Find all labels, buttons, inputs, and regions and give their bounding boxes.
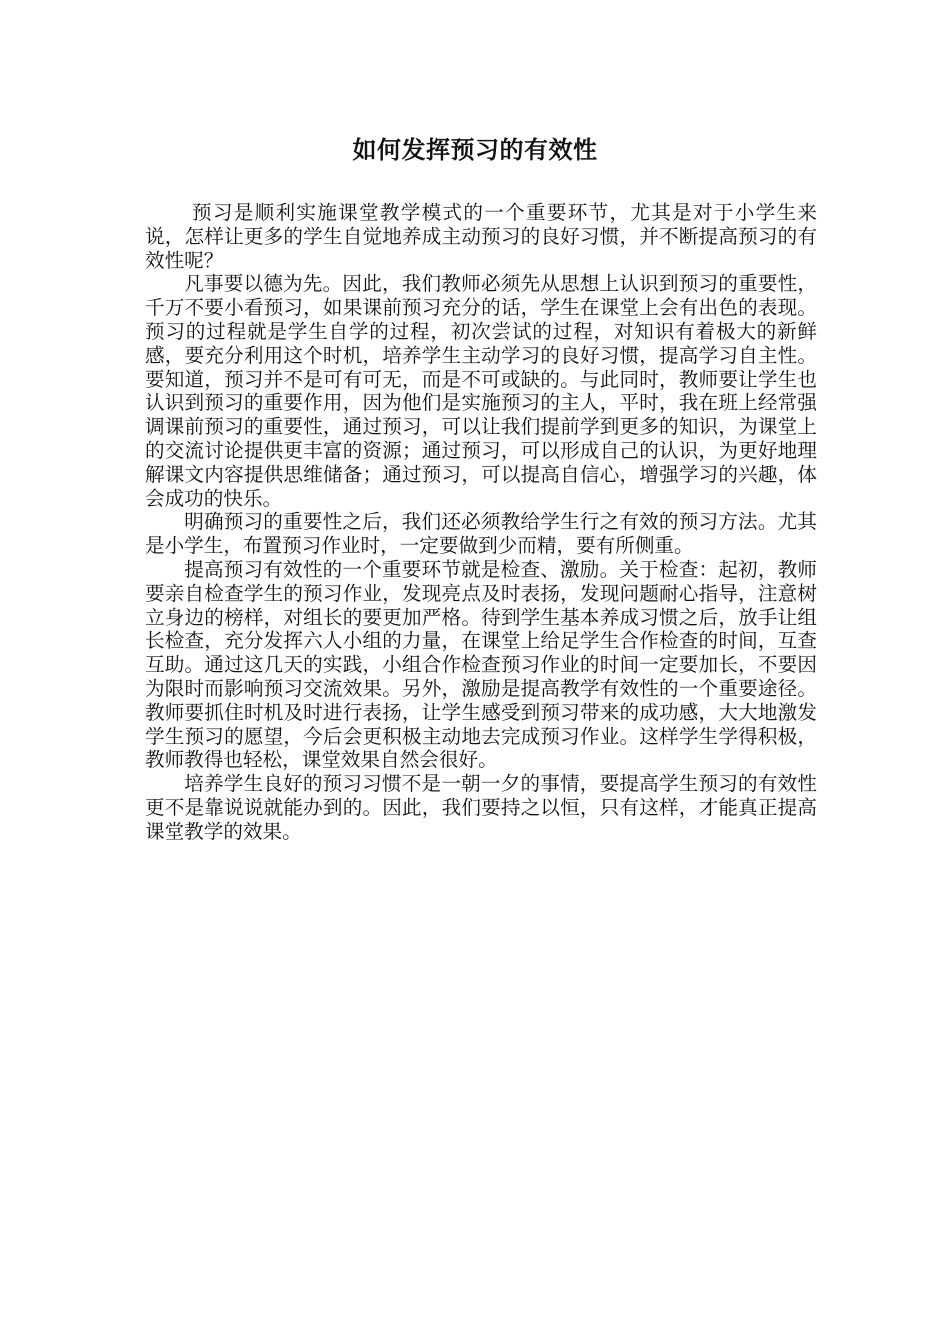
paragraph-check-incentive: 提高预习有效性的一个重要环节就是检查、激励。关于检查：起初，教师要亲自检查学生的预习作业，发现亮点及时表扬，发现问题耐心指导，注意树立身边的榜样，对组长的要更加严格。待到学生基本养成习惯之后，放手让组长检查，充分发挥六人小组的力量，在课堂上给足学生合作检查的时间，互查互助。通过这几天的实践，小组合作检查预习作业的时间一定要加长，不要因为限时而影响预习交流效果。另外，激励是提高教学有效性的一个重要途径。教师要抓住时机及时进行表扬，让学生感受到预习带来的成功感，大大地激发学生预习的愿望，今后会更积极主动地去完成预习作业。这样学生学得积极，教师教得也轻松，课堂效果自然会很好。 xyxy=(145,557,817,772)
paragraph-importance: 凡事要以德为先。因此，我们教师必须先从思想上认识到预习的重要性，千万不要小看预习，如果课前预习充分的话，学生在课堂上会有出色的表现。预习的过程就是学生自学的过程，初次尝试的过程，对知识有着极大的新鲜感，要充分利用这个时机，培养学生主动学习的良好习惯，提高学习自主性。要知道，预习并不是可有可无，而是不可或缺的。与此同时，教师要让学生也认识到预习的重要作用，因为他们是实施预习的主人，平时，我在班上经常强调课前预习的重要性，通过预习，可以让我们提前学到更多的知识，为课堂上的交流讨论提供更丰富的资源；通过预习，可以形成自己的认识，为更好地理解课文内容提供思维储备；通过预习，可以提高自信心，增强学习的兴趣，体会成功的快乐。 xyxy=(145,272,817,510)
paragraph-conclusion: 培养学生良好的预习习惯不是一朝一夕的事情，要提高学生预习的有效性更不是靠说说就能办到的。因此，我们要持之以恒，只有这样，才能真正提高课堂教学的效果。 xyxy=(145,772,817,843)
document-title: 如何发挥预习的有效性 xyxy=(352,135,598,164)
paragraph-intro: 预习是顺利实施课堂教学模式的一个重要环节，尤其是对于小学生来说，怎样让更多的学生自觉地养成主动预习的良好习惯，并不断提高预习的有效性呢？ xyxy=(145,201,817,272)
paragraph-method: 明确预习的重要性之后，我们还必须教给学生行之有效的预习方法。尤其是小学生，布置预习作业时，一定要做到少而精，要有所侧重。 xyxy=(145,510,817,558)
document-body xyxy=(145,201,817,844)
